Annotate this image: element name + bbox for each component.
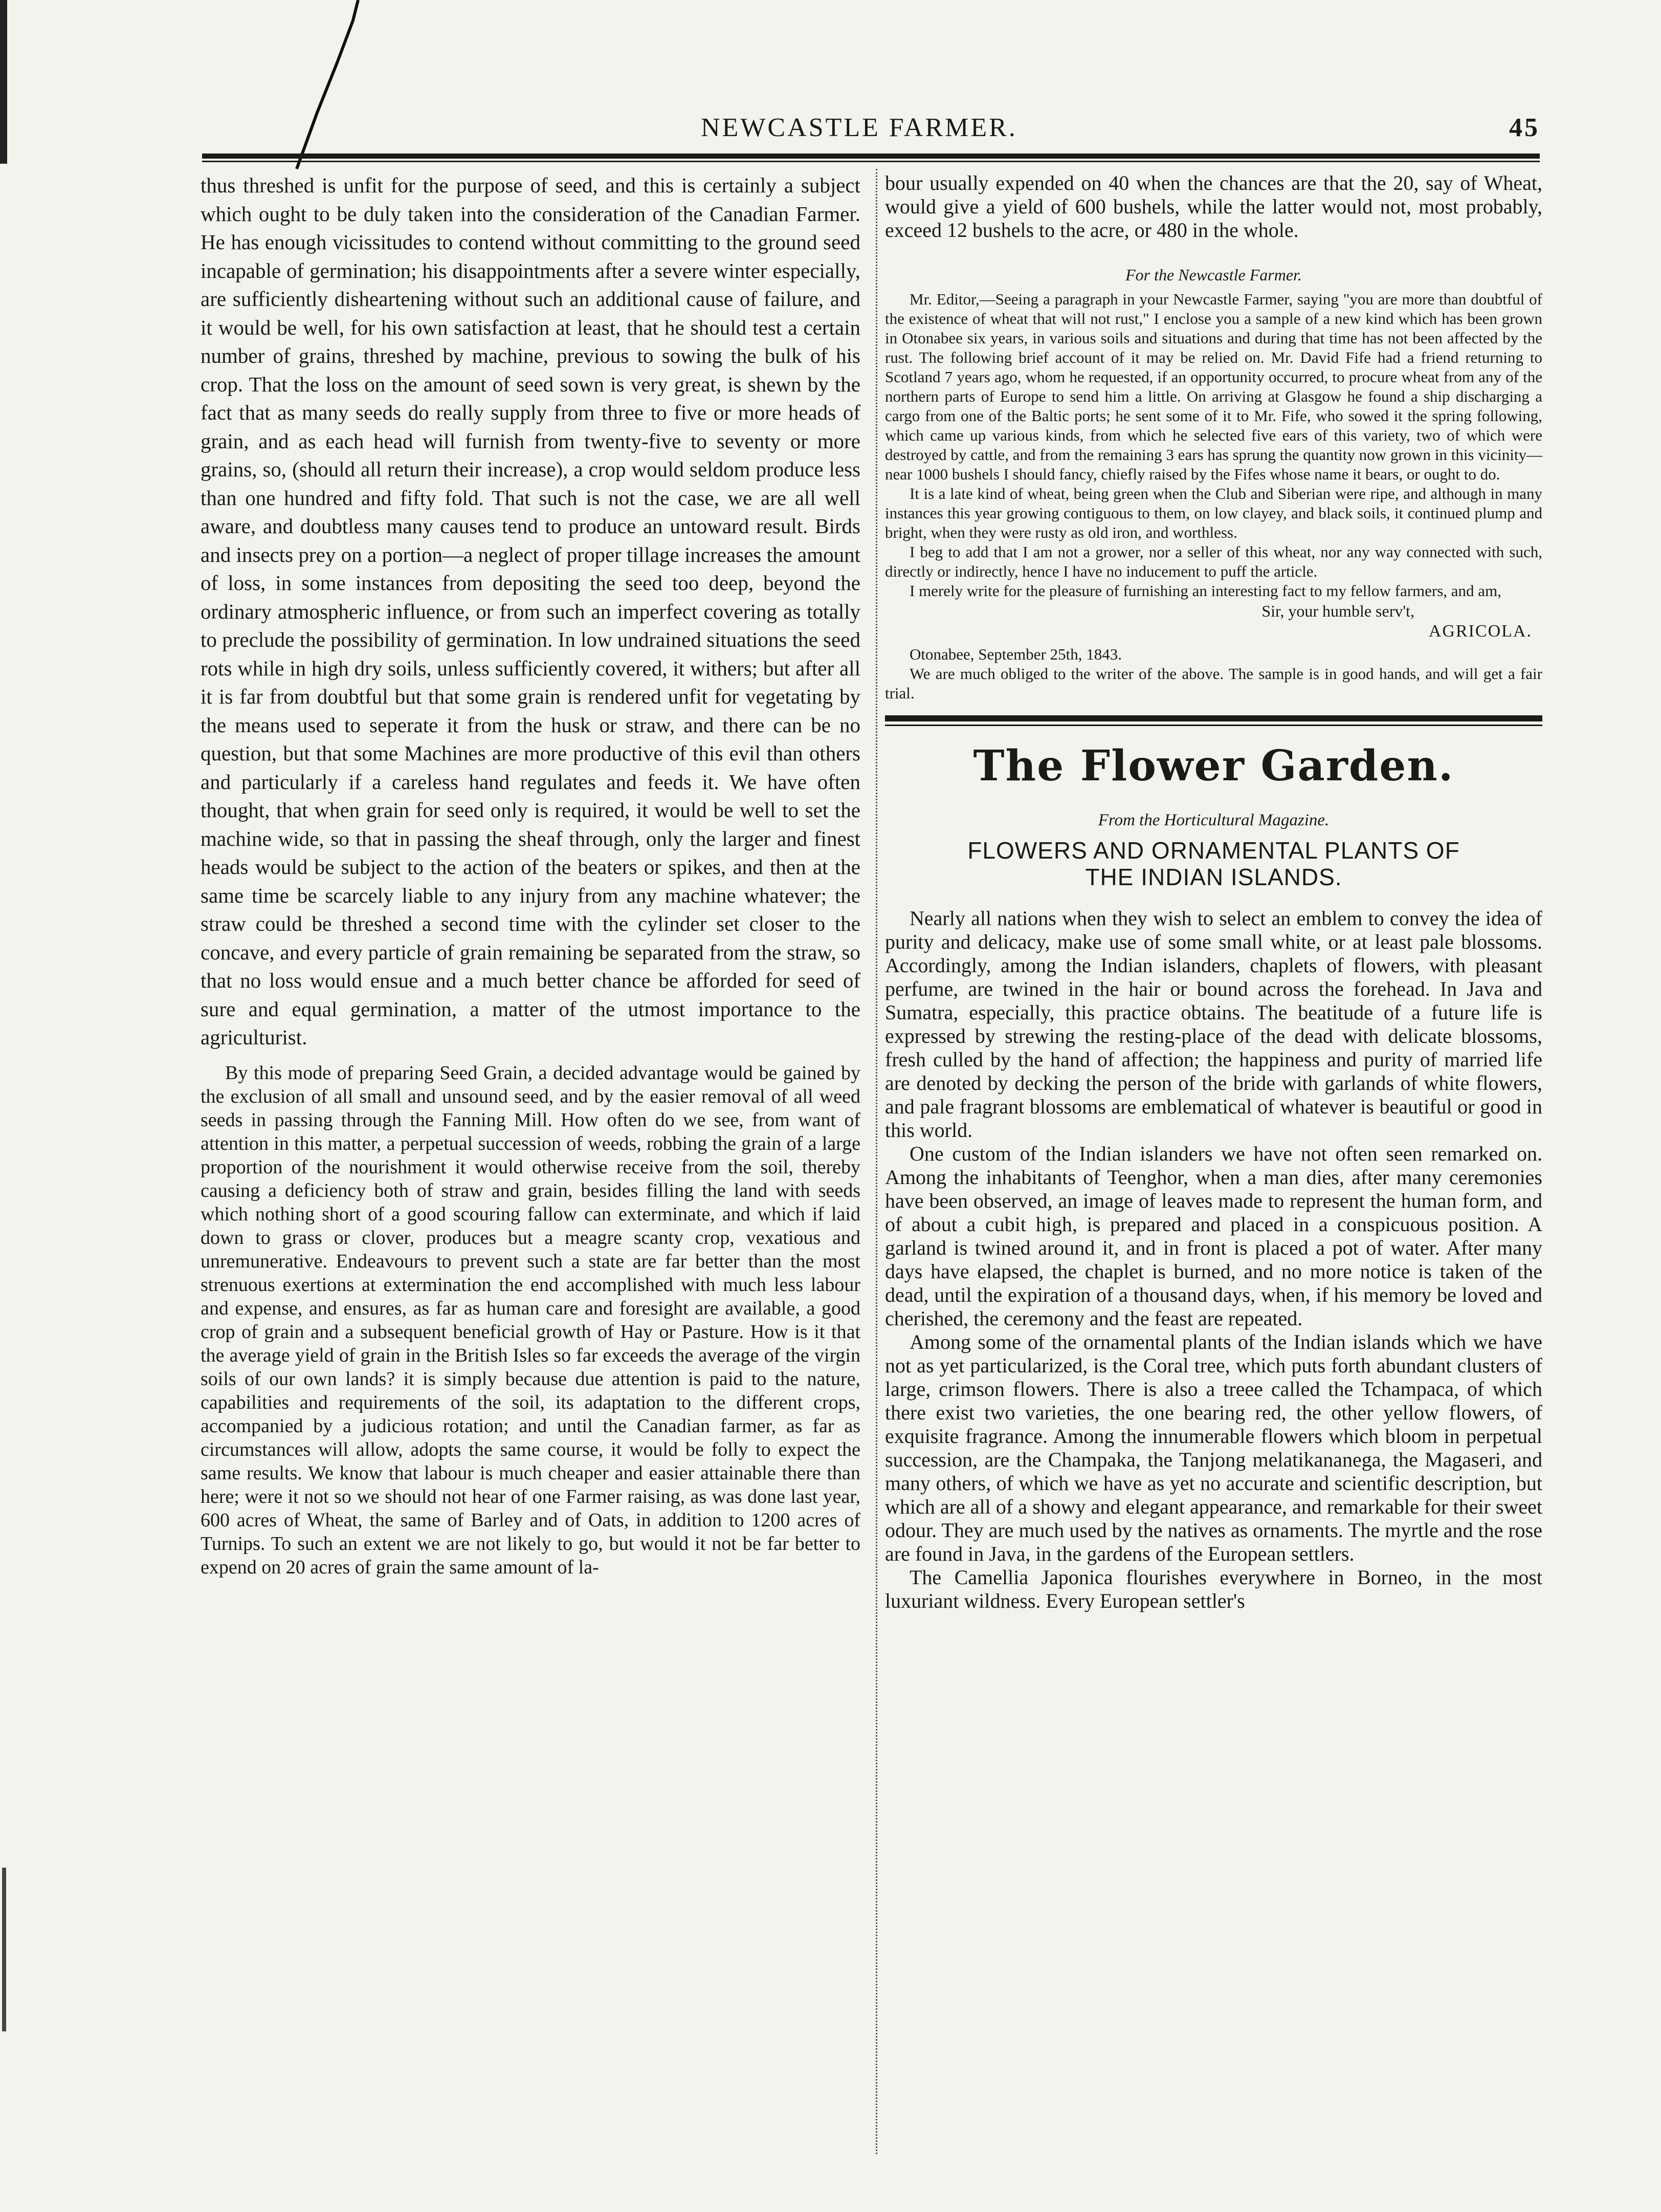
left-margin-scan-marks <box>0 0 31 2212</box>
letter-paragraph-2: It is a late kind of wheat, being green when the Club and Siberian were ripe, and although in many instances this year growing contiguous to them, on low clayey, and black soils, it continued plump and bright, when they were rusty as old iron, and worthless. <box>885 485 1542 541</box>
left-paragraph-2: By this mode of preparing Seed Grain, a decided advantage would be gained by the exclusion of all small and unsound seed, and by the easier removal of all weed seeds in passing through the Fanning Mill. How often do we see, from want of attention in this matter, a perpetual succession of weeds, robbing the grain of a large proportion of the nourishment it would otherwise receive from the soil, thereby causing a deficiency both of straw and grain, besides filling the land with seeds which nothing short of a good scouring fallow can exterminate, and which if laid down to grass or clover, produces but a meagre scanty crop, vexatious and unremunerative. Endeavours to prevent such a state are far better than the most strenuous exertions at extermination the end accomplished with much less labour and expense, and ensures, as far as human care and foresight are available, a good crop of grain and a subsequent beneficial growth of Hay or Pasture. How is it that the average yield of grain in the British Isles so far exceeds the average of the virgin soils of our own lands? it is simply because due attention is paid to the nature, capabilities and requirements of the soil, its adaptation to the different crops, accompanied by a judicious rotation; and until the Canadian farmer, as far as circumstances will allow, adopts the same course, it would be folly to expect the same results. We know that labour is much cheaper and easier attainable there than here; were it not so we should not hear of one Farmer raising, as was done last year, 600 acres of Wheat, the same of Barley and of Oats, in addition to 1200 acres of Turnips. To such an extent we are not likely to go, but would it not be far better to expend on 20 acres of grain the same amount of la- <box>201 1062 860 1578</box>
running-head <box>200 113 1540 148</box>
continuation-paragraph: bour usually expended on 40 when the chances are that the 20, say of Wheat, would give a yield of 600 bushels, while the latter would not, most probably, exceed 12 bushels to the acre, or 480 in the whole. <box>885 171 1542 242</box>
letter-paragraph-4: I merely write for the pleasure of furnishing an interesting fact to my fellow farmers, and am, <box>910 582 1501 600</box>
section-rule-thin <box>885 725 1542 726</box>
section-rule <box>885 715 1542 721</box>
page-number: 45 <box>1509 113 1540 142</box>
header-rule-thin <box>202 161 1540 162</box>
article-source: From the Horticultural Magazine. <box>1098 811 1330 829</box>
article-paragraph-1: Nearly all nations when they wish to select an emblem to convey the idea of purity and delicacy, make use of some small white, or at least pale blossoms. Accordingly, among the Indian islanders, chaplets of flowers, with pleasant perfume, are twined in the hair or bound across the forehead. In Java and Sumatra, especially, this practice obtains. The beatitude of a future life is expressed by strewing the resting-place of the dead with delicate blossoms, fresh culled by the hand of affection; the happiness and purity of married life are denoted by decking the person of the bride with garlands of white flowers, and pale fragrant blossoms are emblematical of whatever is beautiful or good in this world. <box>885 907 1542 1142</box>
page-title: NEWCASTLE FARMER. <box>701 113 1017 142</box>
left-paragraph-1: thus threshed is unfit for the purpose of seed, and this is certainly a subject which ought to be duly taken into the consideration of the Canadian Farmer. He has enough vicissitudes to contend without committing to the ground seed incapable of germination; his disappointments after a severe winter especially, are sufficiently disheartening without such an additional cause of failure, and it would be well, for his own satisfaction at least, that he should test a certain number of grains, threshed by machine, previous to sowing the bulk of his crop. That the loss on the amount of seed sown is very great, is shewn by the fact that as many seeds do really supply from three to five or more heads of grain, and as each head will furnish from twenty-five to seventy or more grains, so, (should all return their increase), a crop would seldom produce less than one hundred and fifty fold. That such is not the case, we are all well aware, and doubtless many causes tend to produce an untoward result. Birds and insects prey on a portion—a neglect of proper tillage increases the amount of loss, in some instances from depositing the seed too deep, beyond the ordinary atmospheric influence, or from such an imperfect covering as totally to preclude the possibility of germination. In low undrained situations the seed rots while in high dry soils, unless sufficiently covered, it withers; but after all it is far from doubtful but that some grain is rendered unfit for vegetating by the means used to seperate it from the husk or straw, and there can be no question, but that some Machines are more productive of this evil than others and particularly if a careless hand regulates and feeds it. We have often thought, that when grain for seed only is required, it would be well to set the machine wide, so that in passing the sheaf through, only the larger and finest heads would be subject to the action of the beaters or spikes, and then at the same time be scarcely liable to any injury from any machine whatever; the straw could be threshed a second time with the cylinder set closer to the concave, and every particle of grain remaining be separated from the straw, so that no loss would ensue and a much better chance be afforded for seed of sure and equal germination, a matter of the utmost importance to the agriculturist. <box>201 173 860 1049</box>
editor-note: We are much obliged to the writer of the above. The sample is in good hands, and will get a fair trial. <box>885 665 1542 702</box>
article-paragraph-3: Among some of the ornamental plants of the Indian islands which we have not as yet particularized, is the Coral tree, which puts forth abundant clusters of large, crimson flowers. There is also a treee called the Tchampaca, of which there exist two varieties, the one bearing red, the other yellow flowers, of exquisite fragrance. Among the innumerable flowers which bloom in perpetual succession, are the Champaka, the Tanjong melatikananega, the Magaseri, and many others, of which we have as yet no accurate and scientific description, but which are all of a showy and elegant appearance, and remarkable for their sweet odour. They are much used by the natives as ornaments. The myrtle and the rose are found in Java, in the gardens of the European settlers. <box>885 1330 1542 1565</box>
column-divider <box>876 169 879 2154</box>
article-paragraph-4: The Camellia Japonica flourishes everywhere in Borneo, in the most luxuriant wildness. Every European settler's <box>885 1566 1542 1612</box>
article-paragraph-2: One custom of the Indian islanders we have not often seen remarked on. Among the inhabitants of Teenghor, when a man dies, after many ceremonies have been observed, an image of leaves made to represent the human form, and of about a cubit high, is prepared and placed in a conspicuous position. A garland is twined around it, and in front is placed a pot of water. After many days have elapsed, the chaplet is burned, and no more notice is taken of the dead, until the expiration of a thousand days, when, if his memory be loved and cherished, the ceremony and the feast are repeated. <box>885 1142 1542 1330</box>
letter-closing: Sir, your humble serv't, <box>1261 602 1414 620</box>
letter-dateline: Otonabee, September 25th, 1843. <box>910 645 1122 663</box>
letter-signature: AGRICOLA. <box>1428 622 1532 641</box>
section-title: The Flower Garden. <box>973 741 1454 791</box>
header-rule <box>202 154 1540 159</box>
letter-paragraph-3: I beg to add that I am not a grower, nor a seller of this wheat, nor any way connected with such, directly or indirectly, hence I have no inducement to puff the article. <box>885 543 1542 580</box>
article-title <box>885 837 1542 890</box>
left-column <box>201 171 860 1579</box>
article-title-line-1: FLOWERS AND ORNAMENTAL PLANTS OF <box>967 837 1460 864</box>
right-column <box>885 171 1542 1613</box>
letter-heading: For the Newcastle Farmer. <box>1125 266 1302 284</box>
letter-paragraph-1: Mr. Editor,—Seeing a paragraph in your Newcastle Farmer, saying "you are more than doubtful of the existence of wheat that will not rust," I enclose you a sample of a new kind which has been grown in Otonabee six years, in various soils and situations and during that time has not been affected by the rust. The following brief account of it may be relied on. Mr. David Fife had a friend returning to Scotland 7 years ago, whom he requested, if an opportunity occurred, to procure wheat from any of the northern parts of Europe to send him a little. On arriving at Glasgow he found a ship discharging a cargo from one of the Baltic ports; he sent some of it to Mr. Fife, who sowed it the spring following, which came up various kinds, from which he selected five ears of this variety, two of which were destroyed by cattle, and from the remaining 3 ears has sprung the quantity now grown in this vicinity—near 1000 bushels I should fancy, chiefly raised by the Fifes whose name it bears, or ought to do. <box>885 290 1542 483</box>
article-title-line-2: THE INDIAN ISLANDS. <box>1085 864 1342 890</box>
